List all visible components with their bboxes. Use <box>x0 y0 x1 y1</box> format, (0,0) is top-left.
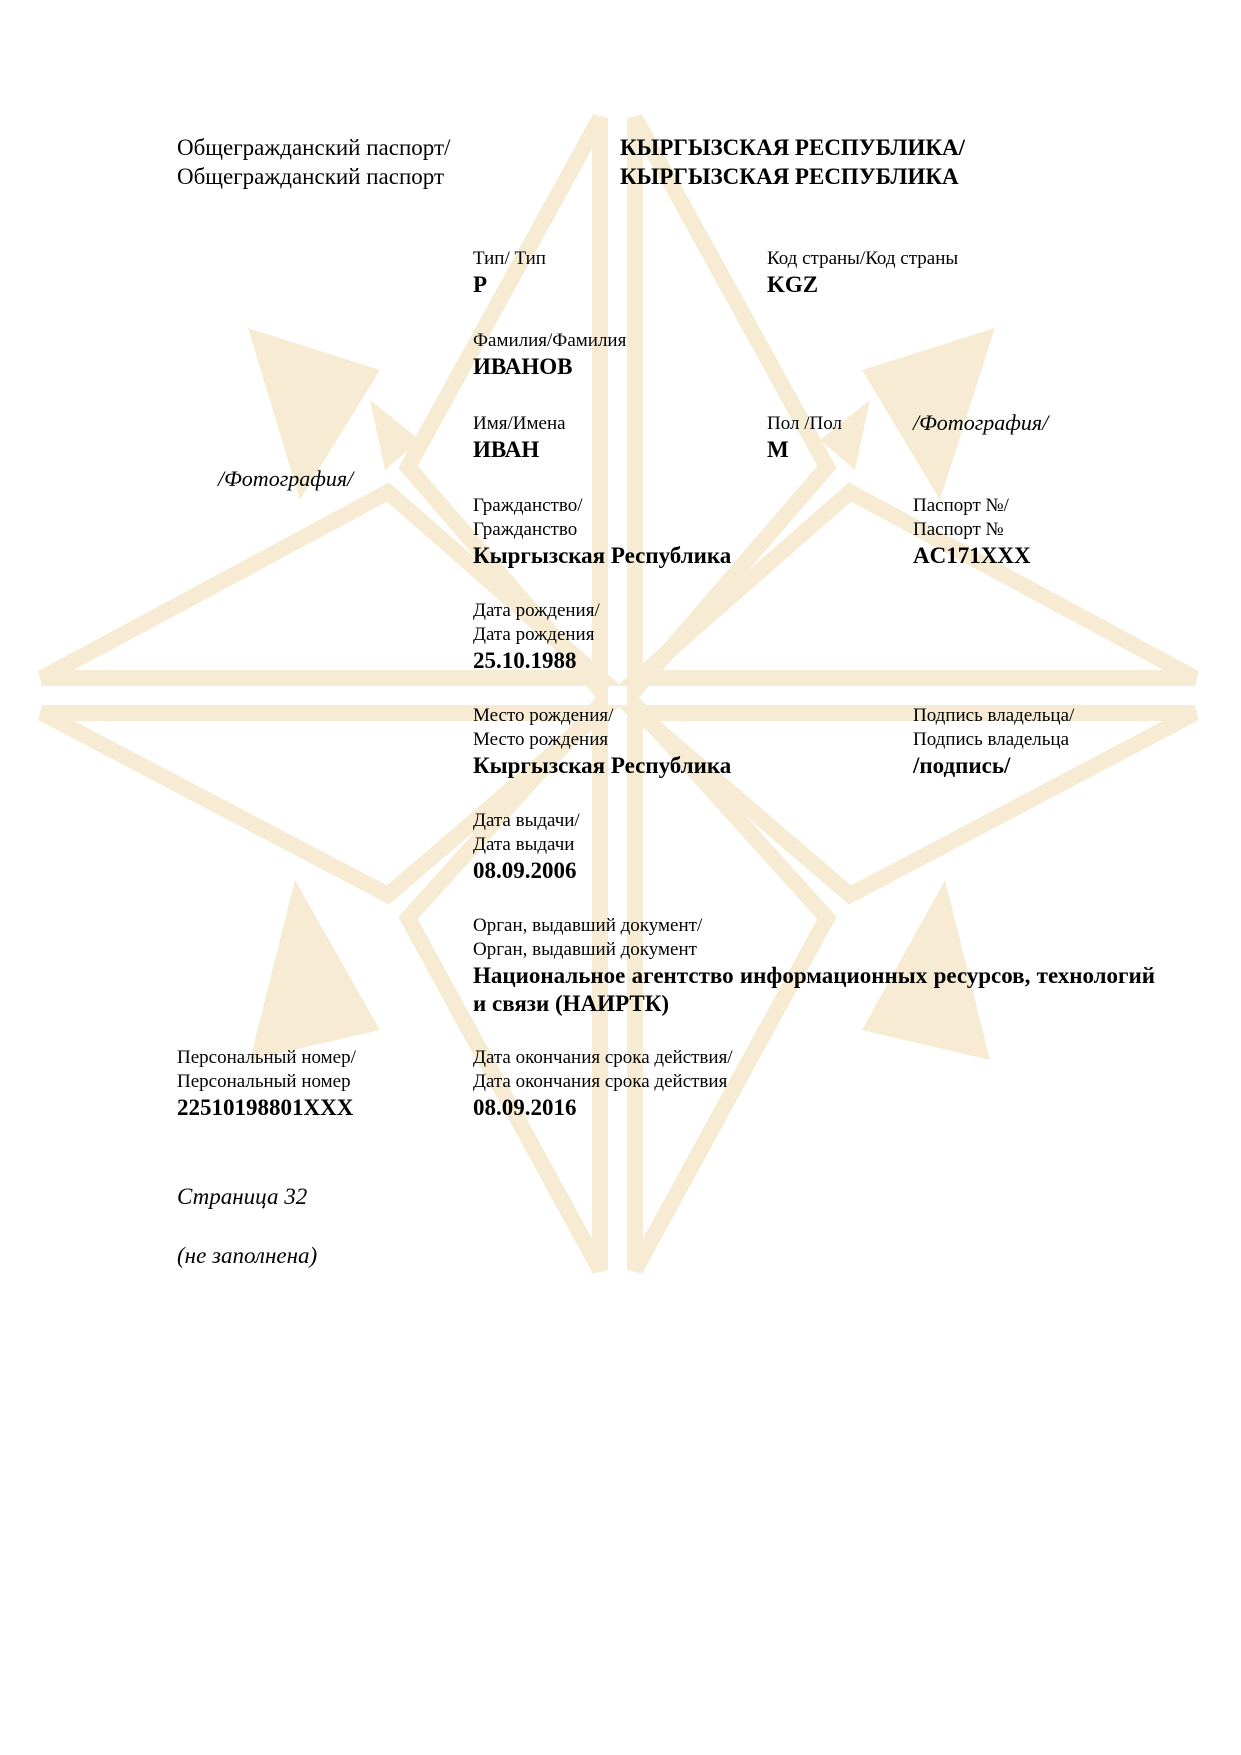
country-name <box>620 133 965 191</box>
page-note: (не заполнена) <box>177 1243 318 1268</box>
field-citizenship <box>473 494 731 570</box>
field-birth-date <box>473 599 600 675</box>
passport-number-label-line2: Паспорт № <box>913 519 1004 540</box>
issuing-authority-label-line1: Орган, выдавший документ/ <box>473 915 703 936</box>
issuing-authority-label-line2: Орган, выдавший документ <box>473 939 697 960</box>
holder-signature-label-line2: Подпись владельца <box>913 729 1070 750</box>
surname-label: Фамилия/Фамилия <box>473 330 627 351</box>
citizenship-value: Кыргызская Республика <box>473 543 732 568</box>
citizenship-label-line2: Гражданство <box>473 519 578 540</box>
surname-value: ИВАНОВ <box>473 354 573 379</box>
holder-signature-label-line1: Подпись владельца/ <box>913 705 1075 726</box>
passport-number-value: AC171XXX <box>913 543 1031 568</box>
country-code-label: Код страны/Код страны <box>767 248 959 269</box>
citizenship-label-line1: Гражданство/ <box>473 495 583 516</box>
birth-place-label-line2: Место рождения <box>473 729 609 750</box>
given-names-value: ИВАН <box>473 437 540 462</box>
birth-place-label-line1: Место рождения/ <box>473 705 614 726</box>
expiry-date-value: 08.09.2016 <box>473 1095 577 1120</box>
personal-number-label-line2: Персональный номер <box>177 1071 351 1092</box>
document-type <box>177 133 450 191</box>
field-birth-place <box>473 704 731 780</box>
expiry-date-label-line1: Дата окончания срока действия/ <box>473 1047 733 1068</box>
photo-placeholder-right: /Фотография/ <box>913 410 1049 435</box>
field-personal-number <box>177 1046 356 1122</box>
birth-place-value: Кыргызская Республика <box>473 753 732 778</box>
document-type-line2: Общегражданский паспорт <box>177 164 445 189</box>
issue-date-label-line1: Дата выдачи/ <box>473 810 580 831</box>
field-issue-date <box>473 809 580 885</box>
birth-date-label-line1: Дата рождения/ <box>473 600 600 621</box>
type-label: Тип/ Тип <box>473 248 546 269</box>
field-type <box>473 247 546 299</box>
sex-value: M <box>767 437 789 462</box>
page-label: Страница 32 <box>177 1184 308 1209</box>
field-passport-number <box>913 494 1031 570</box>
country-name-line2: КЫРГЫЗСКАЯ РЕСПУБЛИКА <box>620 164 959 189</box>
field-country-code <box>767 247 958 299</box>
personal-number-value: 22510198801XXX <box>177 1095 354 1120</box>
issue-date-value: 08.09.2006 <box>473 858 577 883</box>
field-issuing-authority <box>473 914 1155 1018</box>
birth-date-label-line2: Дата рождения <box>473 624 595 645</box>
issue-date-label-line2: Дата выдачи <box>473 834 575 855</box>
field-sex <box>767 412 842 464</box>
sex-label: Пол /Пол <box>767 413 842 434</box>
birth-date-value: 25.10.1988 <box>473 648 577 673</box>
country-code-value: KGZ <box>767 272 819 297</box>
document-type-line1: Общегражданский паспорт/ <box>177 135 451 160</box>
field-given-names <box>473 412 566 464</box>
country-name-line1: КЫРГЫЗСКАЯ РЕСПУБЛИКА/ <box>620 135 966 160</box>
holder-signature-value: /подпись/ <box>913 753 1011 778</box>
expiry-date-label-line2: Дата окончания срока действия <box>473 1071 728 1092</box>
given-names-label: Имя/Имена <box>473 413 566 434</box>
personal-number-label-line1: Персональный номер/ <box>177 1047 356 1068</box>
photo-placeholder-left: /Фотография/ <box>218 466 354 491</box>
field-holder-signature <box>913 704 1074 780</box>
type-value: P <box>473 272 488 297</box>
field-expiry-date <box>473 1046 733 1122</box>
issuing-authority-value: Национальное агентство информационных ресурсов, технологий и связи (НАИРТК) <box>473 963 1155 1016</box>
field-surname <box>473 329 626 381</box>
passport-number-label-line1: Паспорт №/ <box>913 495 1009 516</box>
